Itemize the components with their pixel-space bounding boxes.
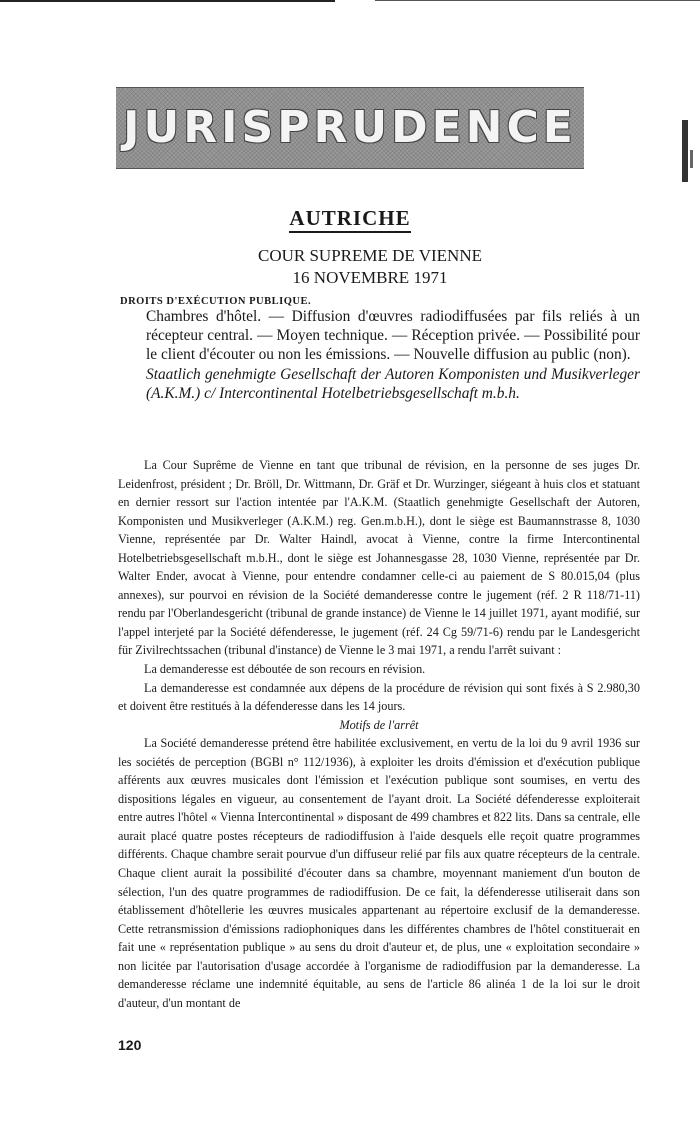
body-paragraph: La demanderesse est déboutée de son recours en révision. <box>144 662 426 677</box>
body-paragraph: La Cour Suprême de Vienne en tant que tribunal de révision, en la personne de ses juges Dr. Leidenfrost, président ; Dr. Bröll, Dr. Wittmann, Dr. Gräf et Dr. Wurzinger, siégeant à huis clos et statuant en dernier ressort sur l'action intentée par l'A.K.M. (Staatlich genehmigte Gesellschaft der Autoren, Komponisten und Musikverleger (A.K.M.) reg. Gen.m.b.H.), dont le siège est Baumannstrasse 8, 1030 Vienne, représentée par Dr. Walter Haindl, avocat à Vienne, contre la firme Intercontinental Hotelbetriebsgesellschaft m.b.H., dont le siège est Johannesgasse 28, 1030 Vienne, représentée par Dr. Walter Ender, avocat à Vienne, pour entendre condamner celle-ci au paiement de S 80.015,04 (plus annexes), sur pourvoi en révision de la Société demanderesse contre le jugement (réf. 2 R 118/71-11) rendu par l'Oberlandesgericht (tribunal de grande instance) de Vienne le 14 juillet 1971, ayant modifié, sur l'appel interjeté par la Société défenderesse, le jugement (réf. 24 Cg 59/71-6) rendu par le Landesgericht für Zivilrechtssachen (tribunal d'instance) de Vienne le 3 mai 1971, a rendu l'arrêt suivant : <box>118 458 640 658</box>
section-banner <box>116 87 584 169</box>
country-heading <box>0 206 700 231</box>
case-parties: Staatlich genehmigte Gesellschaft der Autoren Komponisten und Musikverleger (A.K.M.) c/ Intercontinental Hotelbetriebsgesellschaft m.b.h. <box>146 365 640 402</box>
scan-edge-mark <box>682 120 688 182</box>
scan-artifact-line <box>375 0 700 1</box>
court-name: COUR SUPREME DE VIENNE <box>257 246 482 265</box>
country-title: AUTRICHE <box>289 206 410 233</box>
body-paragraph: La demanderesse est condamnée aux dépens de la procédure de révision qui sont fixés à S 2.980,30 et doivent être restitués à la défenderesse dans les 14 jours. <box>118 680 640 714</box>
case-summary <box>146 307 640 403</box>
decision-date: 16 NOVEMBRE 1971 <box>292 268 448 287</box>
section-heading: DROITS D'EXÉCUTION PUBLIQUE. <box>120 296 312 307</box>
banner-title: JURISPRUDENCE <box>123 102 577 153</box>
body-paragraph: La Société demanderesse prétend être habilitée exclusivement, en vertu de la loi du 9 avril 1936 sur les sociétés de perception (BGBl n° 112/1936), à exploiter les droits d'émission et d'exécution publique afférents aux œuvres musicales dont l'émission et l'exécution publique sont soumises, en vertu des dispositions légales en vigueur, au consentement de l'ayant droit. La Société défenderesse exploiterait entre autres l'hôtel « Vienna Intercontinental » disposant de 499 chambres et 822 lits. Dans sa centrale, elle aurait placé quatre postes récepteurs de radiodiffusion à l'aide desquels elle reçoit quatre programmes différents. Chaque chambre serait pourvue d'un diffuseur relié par fils aux quatre récepteurs de la centrale. Chaque client aurait la possibilité d'écouter dans sa chambre, moyennant maniement d'un bouton de sélection, l'un des quatre programmes de radiodiffusion. De ce fait, la défenderesse utiliserait dans son établissement d'hôtellerie les œuvres musicales appartenant au répertoire exclusif de la demanderesse. Cette retransmission d'émissions radiophoniques dans les différentes chambres de l'hôtel constituerait en fait une « représentation publique » au sens du droit d'auteur et, de plus, une « exploitation secondaire » non licitée par l'autorisation d'usage accordée à l'organisme de radiodiffusion par la demanderesse. La demanderesse réclame une indemnité équitable, au sens de l'article 86 alinéa 1 de la loi sur le droit d'auteur, d'un montant de <box>118 736 640 1010</box>
motifs-heading: Motifs de l'arrêt <box>339 717 419 732</box>
summary-keywords: Chambres d'hôtel. — Diffusion d'œuvres radiodiffusées par fils reliés à un récepteur central. — Moyen technique. — Réception privée. — Possibilité pour le client d'écouter ou non les émissions. — Nouvelle diffusion au public (non). <box>146 308 640 364</box>
decision-body <box>118 456 640 1012</box>
page-number: 120 <box>118 1037 142 1053</box>
scan-edge-mark <box>690 150 693 168</box>
scan-artifact-line <box>0 0 335 2</box>
